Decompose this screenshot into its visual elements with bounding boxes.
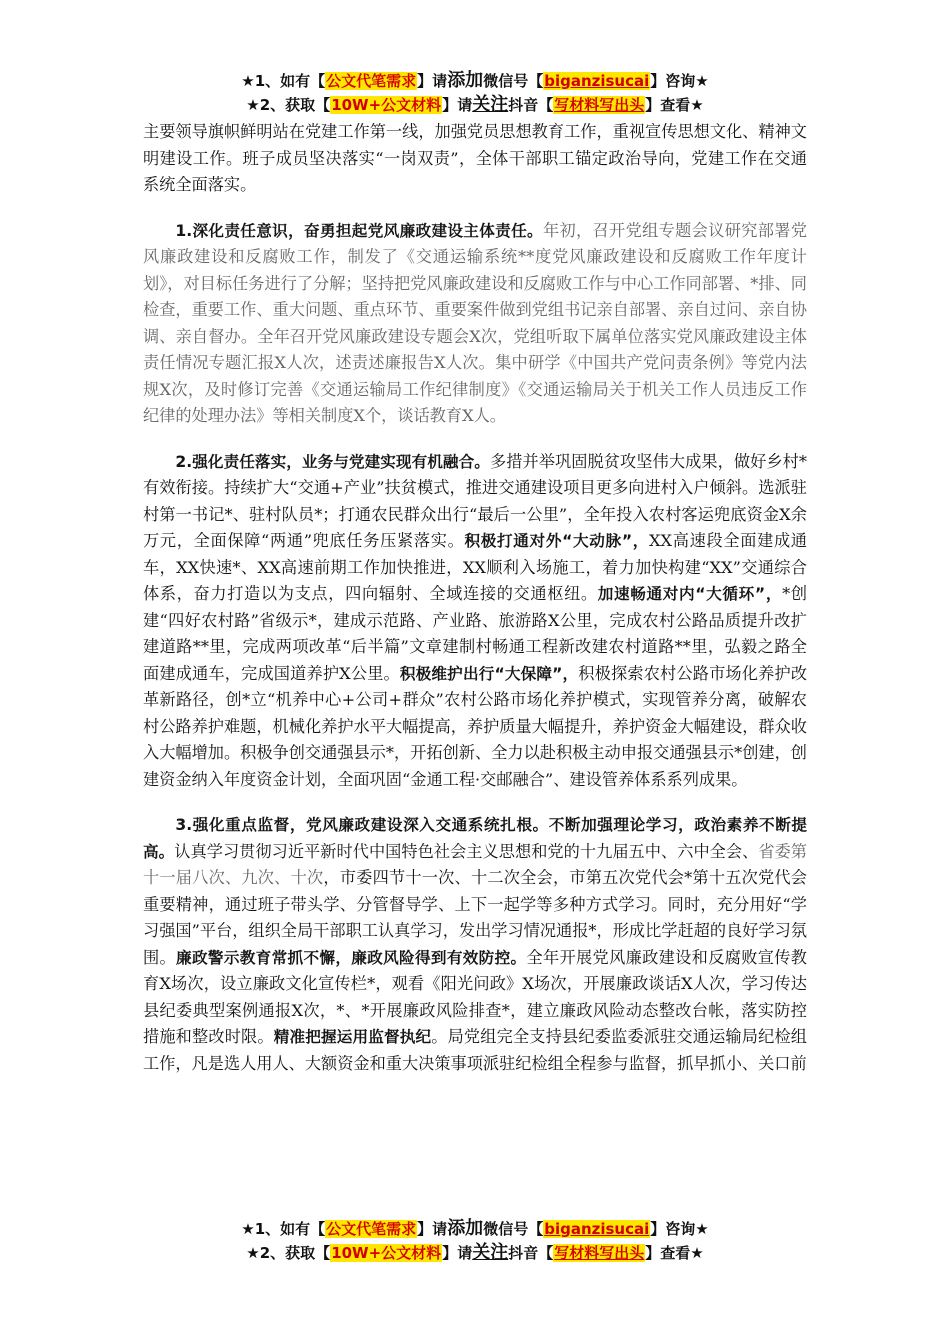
- promo-suffix: 】查看★: [645, 1244, 704, 1262]
- promo-text: 】请: [417, 72, 448, 90]
- promo-suffix: 】查看★: [645, 96, 704, 114]
- promo-text: 】请: [417, 1220, 448, 1238]
- promo-text: 】请: [442, 96, 473, 114]
- section-2-body: 积极探索农村公路市场化养护改革新路径，创*立“机养中心+公司+群众”农村公路市场化养护模式，实现管养分离，破解农村公路养护难题，机械化养护水平大幅提高，养护质量大幅提升，养护资金大幅建设，群众收入大幅增加。积极争创交通强县示*，开拓创新、全力以赴积极主动申报交通强县示*创建，创建资金纳入年度资金计划，全面巩固“金通工程·交邮融合”、建设管养体系系列成果。: [143, 663, 808, 789]
- section-2-subheading: 积极维护出行“大保障”，: [399, 664, 579, 683]
- footer-promo-line-2: [0, 1242, 950, 1264]
- promo-emphasis: 关注: [472, 94, 509, 115]
- section-2-subheading: 积极打通对外“大动脉”，: [464, 532, 650, 550]
- promo-prefix: ★1、如有【: [241, 72, 326, 90]
- section-3-paragraph: [143, 812, 807, 1077]
- section-1-heading: 1.深化责任意识，奋勇担起党风廉政建设主体责任。: [175, 221, 543, 240]
- promo-highlight: 10W+公文材料: [331, 96, 442, 114]
- promo-text: 抖音【: [508, 96, 554, 114]
- promo-emphasis: 添加: [447, 70, 484, 91]
- promo-text: 微信号【: [483, 72, 544, 90]
- wechat-id-highlight: biganzisucai: [544, 72, 650, 90]
- intro-paragraph: 主要领导旗帜鲜明站在党建工作第一线，加强党员思想教育工作，重视宣传思想文化、精神文明建设工作。班子成员坚决落实“一岗双责”，全体干部职工锚定政治导向，党建工作在交通系统全面落实。: [143, 122, 807, 194]
- header-promo-line-2: [0, 94, 950, 116]
- promo-prefix: ★2、获取【: [246, 96, 331, 114]
- douyin-id-highlight: 写材料写出头: [554, 1244, 645, 1262]
- promo-prefix: ★1、如有【: [241, 1220, 326, 1238]
- section-2-heading: 2.强化责任落实，业务与党建实现有机融合。: [175, 452, 490, 471]
- footer-promo-line-1: [0, 1218, 950, 1240]
- promo-prefix: ★2、获取【: [246, 1244, 331, 1262]
- header-promo-line-1: [0, 70, 950, 92]
- promo-highlight: 公文代笔需求: [326, 72, 417, 90]
- promo-emphasis: 添加: [447, 1218, 484, 1239]
- section-2-subheading: 加速畅通对内“大循环”，: [597, 585, 783, 603]
- document-body: [143, 119, 807, 1077]
- section-3-body: 认真学习贯彻习近平新时代中国特色社会主义思想和党的十九届五中、六中全会、: [174, 841, 759, 861]
- promo-suffix: 】咨询★: [650, 72, 709, 90]
- section-3-body: 全年开展党风廉政建设和反腐败宣传教育X场次，设立廉政文化宣传栏*，观看《阳光问政》X场次，开展廉政谈话X人次，学习传达县纪委典型案例通报X次，*、*开展廉政风险排查*，建立廉政风险动态整改台帐，落实防控措施和整改时限。: [143, 947, 807, 1046]
- douyin-id-highlight: 写材料写出头: [554, 96, 645, 114]
- section-1-body: 年初，召开党组专题会议研究部署党风廉政建设和反腐败工作，制发了《交通运输系统**度党风廉政建设和反腐败工作年度计划》，对目标任务进行了分解；坚持把党风廉政建设和反腐败工作与中心工作同部署、*排、同检查，重要工作、重大问题、重点环节、重要案件做到党组书记亲自部署、亲自过问、亲自协调、亲自督办。全年召开党风廉政建设专题会X次，党组听取下属单位落实党风廉政建设主体责任情况专题汇报X人次，述责述廉报告X人次。集中研学《中国共产党问责条例》等党内法规X次，及时修订完善《交通运输局工作纪律制度》《交通运输局关于机关工作人员违反工作纪律的处理办法》等相关制度X个，谈话教育X人。: [143, 220, 808, 425]
- promo-emphasis: 关注: [472, 1242, 509, 1263]
- section-3-heading: 3.强化重点监督，党风廉政建设深入交通系统扎根。不断加强理论学习，政治素养不断提高。: [143, 816, 807, 861]
- section-3-subheading: 精准把握运用监督执纪: [273, 1028, 432, 1046]
- promo-text: 】请: [442, 1244, 473, 1262]
- promo-text: 微信号【: [483, 1220, 544, 1238]
- section-2-body: *创建“四好农村路”省级示*，建成示范路、产业路、旅游路X公里，完成农村公路品质提升改扩建道路**里，完成两项改革“后半篇”文章建制村畅通工程新改建农村道路**里，弘毅之路全面建成通车，完成国道养护X公里。: [143, 584, 808, 683]
- section-3-body-faded: 省委第十一届八次、九次、十次: [143, 841, 807, 887]
- section-1-paragraph: [143, 218, 807, 430]
- promo-highlight: 10W+公文材料: [331, 1244, 442, 1262]
- promo-text: 抖音【: [508, 1244, 554, 1262]
- section-2-body: 多措并举巩固脱贫攻坚伟大成果，做好乡村*有效衔接。持续扩大“交通+产业”扶贫模式，推进交通建设项目更多向进村入户倾斜。选派驻村第一书记*、驻村队员*；打通农民群众出行“最后一公里”，全年投入农村客运兜底资金X余万元，全面保障“两通”兜底任务压紧落实。: [143, 451, 808, 550]
- wechat-id-highlight: biganzisucai: [544, 1220, 650, 1238]
- section-2-paragraph: [143, 449, 807, 794]
- promo-suffix: 】咨询★: [650, 1220, 709, 1238]
- section-2-body: XX高速段全面建成通车，XX快速*、XX高速前期工作加快推进，XX顺利入场施工，着力加快构建“XX”交通综合体系，奋力打造以为支点，四向辐射、全域连接的交通枢纽。: [143, 531, 807, 603]
- section-3-body: ，市委四节十一次、十二次全会，市第五次党代会*第十五次党代会重要精神，通过班子带头学、分管督导学、上下一起学等多种方式学习。同时，充分用好“学习强国”平台，组织全局干部职工认真学习，发出学习情况通报*，形成比学赶超的良好学习氛围。: [143, 868, 807, 967]
- promo-highlight: 公文代笔需求: [326, 1220, 417, 1238]
- section-3-subheading: 廉政警示教育常抓不懈，廉政风险得到有效防控。: [176, 948, 527, 967]
- section-3-body: 。局党组完全支持县纪委监委派驻交通运输局纪检组工作，凡是选人用人、大额资金和重大决策事项派驻纪检组全程参与监督，抓早抓小、关口前: [143, 1027, 807, 1073]
